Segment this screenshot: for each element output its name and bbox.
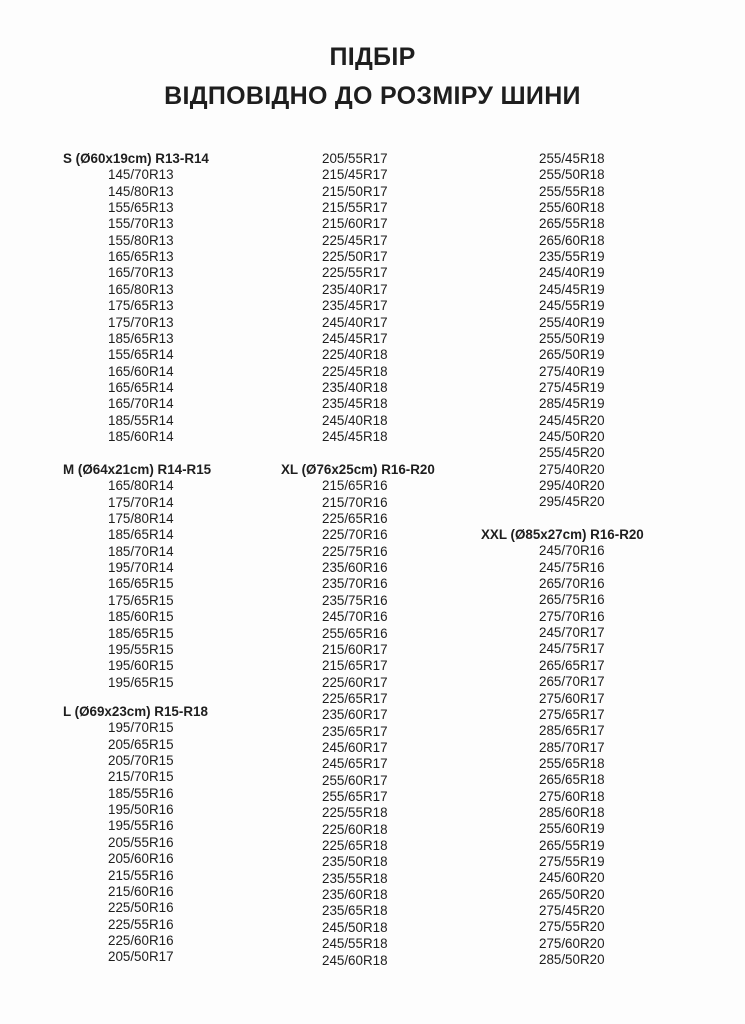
tire-size: 205/55R16 (108, 834, 174, 850)
tire-size: 225/50R17 (322, 249, 388, 265)
tire-size: 245/70R17 (539, 625, 605, 641)
tire-size: 255/60R17 (322, 772, 388, 788)
tire-size: 225/50R16 (108, 900, 174, 916)
tire-size: 265/65R17 (539, 657, 605, 673)
tire-size: 275/55R19 (539, 854, 605, 869)
tire-size: 275/60R20 (539, 935, 605, 951)
tire-size: 225/55R18 (322, 805, 388, 821)
tire-size: 225/45R18 (322, 363, 388, 379)
tire-size: 265/70R17 (539, 674, 605, 690)
tire-size: 245/60R17 (322, 739, 388, 755)
tire-size: 255/65R18 (539, 755, 605, 771)
tire-size: 235/40R17 (322, 281, 388, 297)
tire-size: 185/65R14 (108, 527, 174, 543)
tire-size: 225/65R17 (322, 690, 388, 706)
tire-size: 185/65R13 (108, 330, 174, 346)
tire-size: 165/65R14 (108, 379, 174, 395)
tire-size: 255/60R19 (539, 821, 605, 837)
tire-size: 275/40R20 (539, 461, 605, 477)
tire-size: 215/70R16 (322, 494, 388, 510)
tire-size: 185/60R14 (108, 428, 174, 444)
tire-size: 235/70R16 (322, 576, 388, 592)
tire-size: 255/55R18 (539, 183, 605, 199)
tire-size: 165/60R14 (108, 363, 174, 379)
tire-size: 225/75R16 (322, 543, 388, 559)
tire-size: 165/80R13 (108, 281, 174, 297)
tire-size: 275/45R19 (539, 379, 605, 395)
tire-size: 215/60R16 (108, 883, 174, 899)
tire-size: 255/65R16 (322, 625, 388, 641)
tire-size: 215/60R17 (322, 641, 388, 657)
tire-size: 245/40R17 (322, 314, 388, 330)
tire-size: 255/40R19 (539, 314, 605, 330)
tire-size: 205/50R17 (108, 949, 174, 965)
tire-size: 245/70R16 (322, 609, 388, 625)
tire-size: 215/55R16 (108, 867, 174, 883)
tire-size: 245/45R17 (322, 330, 388, 346)
tire-size: 225/40R18 (322, 347, 388, 363)
tire-size: 155/70R13 (108, 216, 174, 232)
tire-size: 235/60R17 (322, 707, 388, 723)
tire-size: 245/45R19 (539, 281, 605, 297)
tire-size: 255/50R18 (539, 167, 605, 183)
tire-size: 275/40R19 (539, 363, 605, 379)
tire-size: 205/65R15 (108, 736, 174, 752)
tire-size: 245/40R18 (322, 412, 388, 428)
tire-size: 205/55R17 (322, 151, 388, 166)
tire-size: 225/60R16 (108, 932, 174, 948)
tire-size: 225/45R17 (322, 232, 388, 248)
tire-size: 195/50R16 (108, 802, 174, 818)
tire-size: 245/65R17 (322, 756, 388, 772)
tire-size: 165/65R15 (108, 576, 174, 592)
tire-size: 165/70R13 (108, 265, 174, 281)
group-heading: M (Ø64x21cm) R14-R15 (63, 462, 212, 477)
tire-size: 235/55R18 (322, 870, 388, 886)
tire-size: 275/65R17 (539, 706, 605, 722)
tire-size: 245/55R18 (322, 936, 388, 952)
tire-size: 175/65R15 (108, 592, 174, 608)
tire-size: 275/60R18 (539, 788, 605, 804)
group-heading: L (Ø69x23cm) R15-R18 (63, 704, 208, 719)
group-heading: XXL (Ø85x27cm) R16-R20 (481, 527, 644, 542)
tire-size: 225/55R17 (322, 265, 388, 281)
tire-size: 265/50R19 (539, 347, 605, 363)
tire-size: 235/50R18 (322, 854, 388, 870)
tire-size: 255/60R18 (539, 200, 605, 216)
tire-size: 265/65R18 (539, 772, 605, 788)
tire-size: 265/55R19 (539, 837, 605, 853)
tire-size: 255/50R19 (539, 330, 605, 346)
tire-size: 285/60R18 (539, 804, 605, 820)
tire-size: 275/60R17 (539, 690, 605, 706)
tire-size: 145/80R13 (108, 183, 174, 199)
tire-size: 245/75R17 (539, 641, 605, 657)
tire-size: 195/60R15 (108, 658, 174, 674)
tire-size: 245/60R20 (539, 870, 605, 886)
tire-size: 275/55R20 (539, 919, 605, 935)
tire-size: 265/70R16 (539, 576, 605, 592)
tire-size: 235/60R18 (322, 887, 388, 903)
tire-size: 285/50R20 (539, 952, 605, 968)
tire-size: 235/45R17 (322, 298, 388, 314)
tire-size: 225/60R18 (322, 821, 388, 837)
tire-size: 225/65R16 (322, 511, 388, 527)
tire-size: 235/45R18 (322, 396, 388, 412)
group-heading: S (Ø60x19cm) R13-R14 (63, 151, 209, 166)
tire-size: 285/65R17 (539, 723, 605, 739)
tire-size: 225/55R16 (108, 916, 174, 932)
tire-size: 245/55R19 (539, 298, 605, 314)
group-heading: XL (Ø76x25cm) R16-R20 (281, 462, 435, 477)
tire-size: 195/70R15 (108, 720, 174, 736)
tire-size: 185/70R14 (108, 543, 174, 559)
tire-size: 225/60R17 (322, 674, 388, 690)
tire-size: 245/75R16 (539, 559, 605, 575)
tire-size: 295/40R20 (539, 478, 605, 493)
page-title-line-1: ПІДБІР (329, 43, 416, 71)
tire-size: 145/70R13 (108, 167, 174, 183)
tire-size: 185/55R16 (108, 785, 174, 801)
tire-size: 215/65R17 (322, 658, 388, 674)
tire-size: 215/65R16 (322, 478, 388, 494)
tire-size: 215/50R17 (322, 183, 388, 199)
tire-size: 265/60R18 (539, 232, 605, 248)
tire-size: 225/70R16 (322, 527, 388, 543)
tire-size: 285/70R17 (539, 739, 605, 755)
tire-size: 245/60R18 (322, 952, 388, 968)
tire-size: 155/80R13 (108, 232, 174, 248)
tire-size: 215/45R17 (322, 167, 388, 183)
tire-size: 215/60R17 (322, 216, 388, 232)
tire-size: 175/70R13 (108, 314, 174, 330)
tire-size: 155/65R14 (108, 347, 174, 363)
tire-size: 235/40R18 (322, 379, 388, 395)
page-title-line-2: ВІДПОВІДНО ДО РОЗМІРУ ШИНИ (164, 82, 581, 110)
tire-size: 235/60R16 (322, 560, 388, 576)
tire-size: 205/60R16 (108, 851, 174, 867)
tire-size: 205/70R15 (108, 753, 174, 769)
tire-size: 285/45R19 (539, 396, 605, 412)
tire-size: 195/70R14 (108, 560, 174, 576)
tire-size: 255/45R18 (539, 151, 605, 166)
tire-size: 235/55R19 (539, 249, 605, 265)
tire-size: 215/70R15 (108, 769, 174, 785)
tire-size: 235/75R16 (322, 592, 388, 608)
tire-size: 195/55R16 (108, 818, 174, 834)
tire-size: 225/65R18 (322, 838, 388, 854)
tire-size: 235/65R18 (322, 903, 388, 919)
tire-size: 275/45R20 (539, 903, 605, 919)
tire-size: 265/75R16 (539, 592, 605, 608)
tire-size: 215/55R17 (322, 200, 388, 216)
tire-size: 265/55R18 (539, 216, 605, 232)
tire-size: 245/70R16 (539, 543, 605, 559)
tire-size: 175/80R14 (108, 511, 174, 527)
tire-size: 245/50R20 (539, 428, 605, 444)
tire-size: 255/45R20 (539, 445, 605, 461)
tire-size: 245/40R19 (539, 265, 605, 281)
tire-size: 245/50R18 (322, 919, 388, 935)
tire-size: 245/45R18 (322, 428, 388, 444)
tire-size: 245/45R20 (539, 412, 605, 428)
tire-size: 165/80R14 (108, 478, 174, 494)
tire-size: 275/70R16 (539, 608, 605, 624)
tire-size: 185/60R15 (108, 609, 174, 625)
tire-size: 255/65R17 (322, 789, 388, 804)
tire-size: 195/55R15 (108, 641, 174, 657)
tire-size: 165/70R14 (108, 396, 174, 412)
tire-size: 185/55R14 (108, 412, 174, 428)
tire-size: 155/65R13 (108, 200, 174, 216)
tire-size: 235/65R17 (322, 723, 388, 739)
tire-size: 195/65R15 (108, 674, 174, 690)
tire-size: 175/65R13 (108, 298, 174, 314)
tire-size: 295/45R20 (539, 494, 605, 510)
tire-size: 265/50R20 (539, 886, 605, 902)
tire-size: 165/65R13 (108, 249, 174, 265)
tire-size: 175/70R14 (108, 494, 174, 510)
tire-size: 185/65R15 (108, 625, 174, 641)
